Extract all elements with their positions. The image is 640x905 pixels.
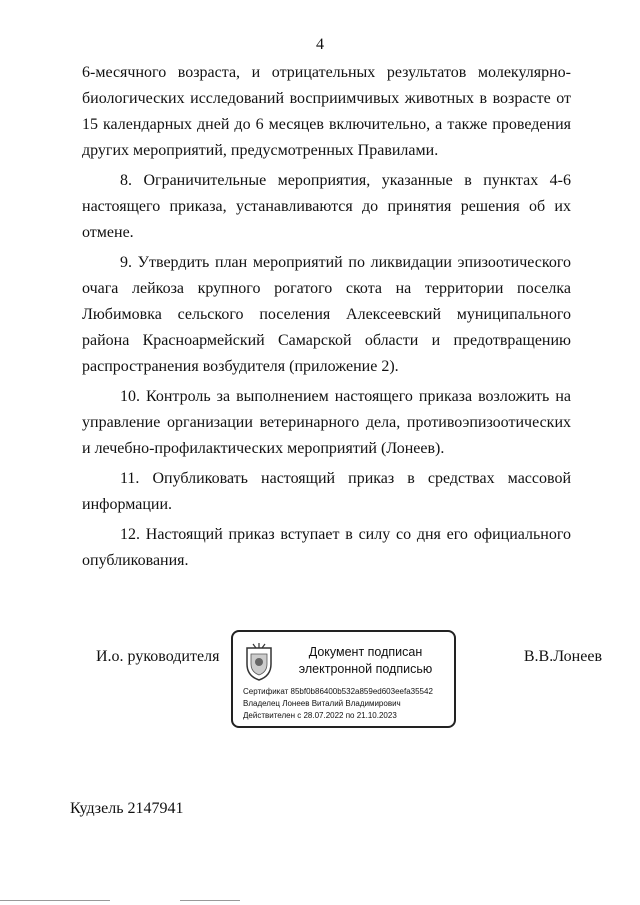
paragraph-10: 10. Контроль за выполнением настоящего приказа возложить на управление организации ветеринарного дела, противоэпизоотических и лечебно-профилактических мероприятий (Лонеев). xyxy=(82,388,571,457)
esig-owner: Владелец Лонеев Виталий Владимирович xyxy=(243,699,401,708)
paragraph-11: 11. Опубликовать настоящий приказ в средствах массовой информации. xyxy=(82,470,571,513)
coat-of-arms-icon xyxy=(243,642,275,682)
page-number: 4 xyxy=(316,36,324,53)
esig-title xyxy=(281,644,450,678)
esig-title-line2: электронной подписью xyxy=(298,662,433,676)
scan-artifact-line xyxy=(0,900,110,901)
electronic-signature-stamp xyxy=(231,630,456,728)
esig-validity: Действителен с 28.07.2022 по 21.10.2023 xyxy=(243,711,397,720)
document-body xyxy=(82,60,571,578)
paragraph-12: 12. Настоящий приказ вступает в силу со дня его официального опубликования. xyxy=(82,526,571,569)
paragraph-8: 8. Ограничительные мероприятия, указанные в пунктах 4-6 настоящего приказа, устанавливаются до принятия решения об их отмене. xyxy=(82,172,571,241)
esig-certificate: Сертификат 85bf0b86400b532a859ed603eefa35542 xyxy=(243,687,433,696)
paragraph-9: 9. Утвердить план мероприятий по ликвидации эпизоотического очага лейкоза крупного рогатого скота на территории поселка Любимовка сельского поселения Алексеевский муниципального района Красноармейский Самарской области и предотвращению распространения возбудителя (приложение 2). xyxy=(82,254,571,375)
esig-details xyxy=(243,686,450,722)
executor-code: Кудзель 2147941 xyxy=(70,800,184,817)
esig-title-line1: Документ подписан xyxy=(308,645,423,659)
scan-artifact-line xyxy=(180,900,240,901)
signer-title: И.о. руководителя xyxy=(96,648,220,665)
paragraph-continuation: 6-месячного возраста, и отрицательных результатов молекулярно-биологических исследований восприимчивых животных в возрасте от 15 календарных дней до 6 месяцев включительно, а также проведения других мероприятий, предусмотренных Правилами. xyxy=(82,64,571,159)
signer-name: В.В.Лонеев xyxy=(523,648,602,665)
